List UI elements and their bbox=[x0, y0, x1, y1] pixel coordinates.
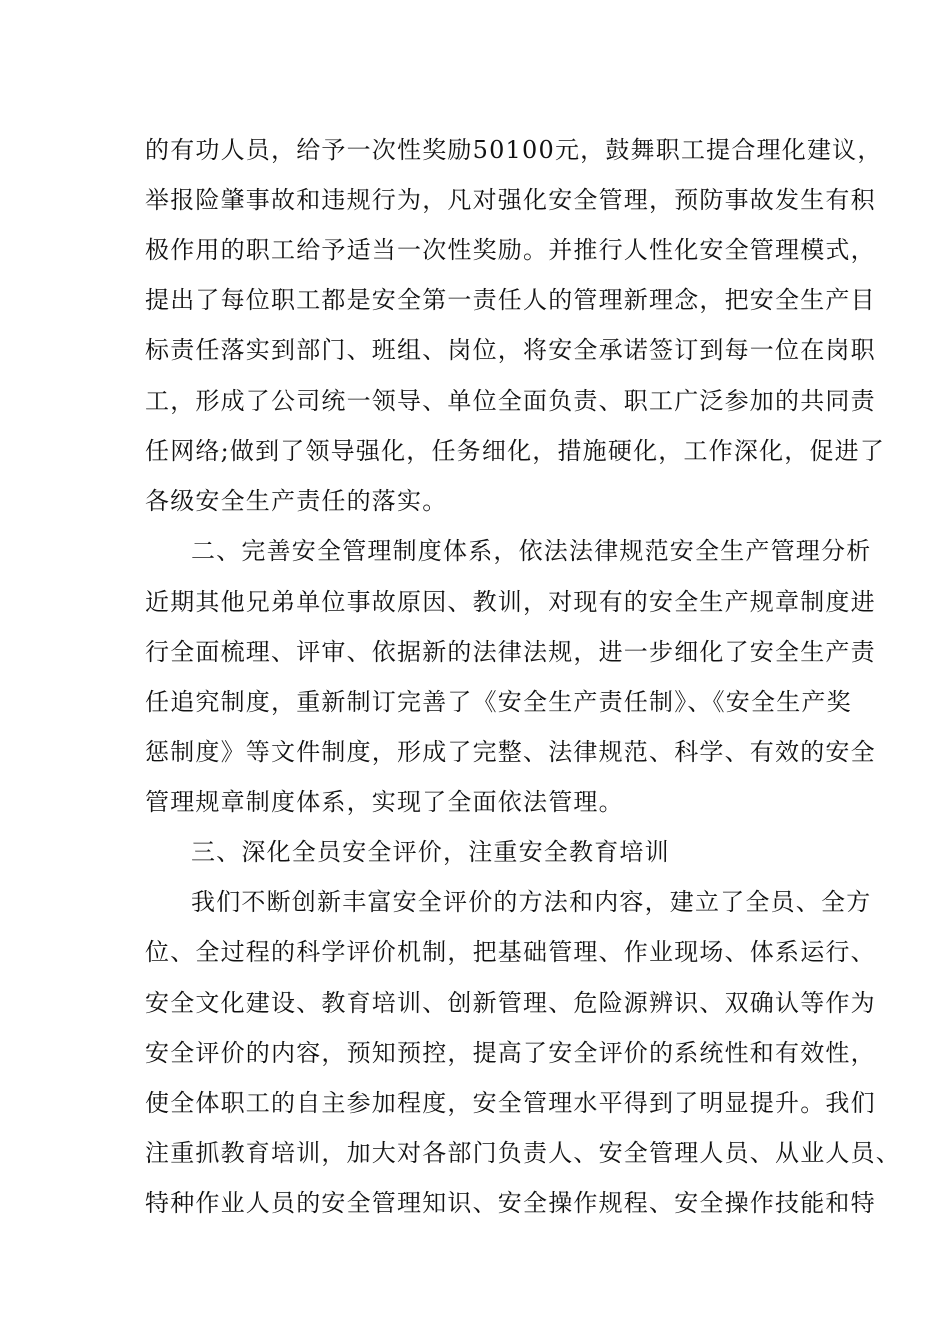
text-line: 惩制度》等文件制度，形成了完整、法律规范、科学、有效的安全 bbox=[145, 738, 876, 766]
text-line: 使全体职工的自主参加程度，安全管理水平得到了明显提升。我们 bbox=[145, 1089, 876, 1117]
paragraph-start: 我们不断创新丰富安全评价的方法和内容，建立了全员、全方 bbox=[191, 888, 872, 916]
text-line: 提出了每位职工都是安全第一责任人的管理新理念，把安全生产目 bbox=[145, 286, 876, 314]
text-line: 行全面梳理、评审、依据新的法律法规，进一步细化了安全生产责 bbox=[145, 638, 876, 666]
text-line: 注重抓教育培训，加大对各部门负责人、安全管理人员、从业人员、 bbox=[145, 1139, 901, 1167]
text-line: 任网络;做到了领导强化，任务细化，措施硬化，工作深化，促进了 bbox=[145, 437, 886, 465]
text-line: 安全评价的内容，预知预控，提高了安全评价的系统性和有效性， bbox=[145, 1039, 876, 1067]
text-line: 各级安全生产责任的落实。 bbox=[145, 487, 448, 515]
text-line: 标责任落实到部门、班组、岗位，将安全承诺签订到每一位在岗职 bbox=[145, 336, 876, 364]
text-line: 特种作业人员的安全管理知识、安全操作规程、安全操作技能和特 bbox=[145, 1189, 876, 1217]
text-line: 举报险肇事故和违规行为，凡对强化安全管理，预防事故发生有积 bbox=[145, 186, 876, 214]
text-line: 位、全过程的科学评价机制，把基础管理、作业现场、体系运行、 bbox=[145, 938, 876, 966]
text-line: 近期其他兄弟单位事故原因、教训，对现有的安全生产规章制度进 bbox=[145, 588, 876, 616]
text-line: 极作用的职工给予适当一次性奖励。并推行人性化安全管理模式， bbox=[145, 236, 876, 264]
text-line: 工，形成了公司统一领导、单位全面负责、职工广泛参加的共同责 bbox=[145, 387, 876, 415]
text-line: 安全文化建设、教育培训、创新管理、危险源辨识、双确认等作为 bbox=[145, 989, 876, 1017]
text-line: 任追究制度，重新制订完善了《安全生产责任制》、《安全生产奖 bbox=[145, 688, 852, 716]
section-heading-3: 三、深化全员安全评价，注重安全教育培训 bbox=[191, 838, 670, 866]
text-line: 的有功人员，给予一次性奖励50100元，鼓舞职工提合理化建议， bbox=[145, 136, 883, 164]
text-line: 管理规章制度体系，实现了全面依法管理。 bbox=[145, 788, 624, 816]
section-heading-2: 二、完善安全管理制度体系，依法法律规范安全生产管理分析 bbox=[191, 537, 872, 565]
